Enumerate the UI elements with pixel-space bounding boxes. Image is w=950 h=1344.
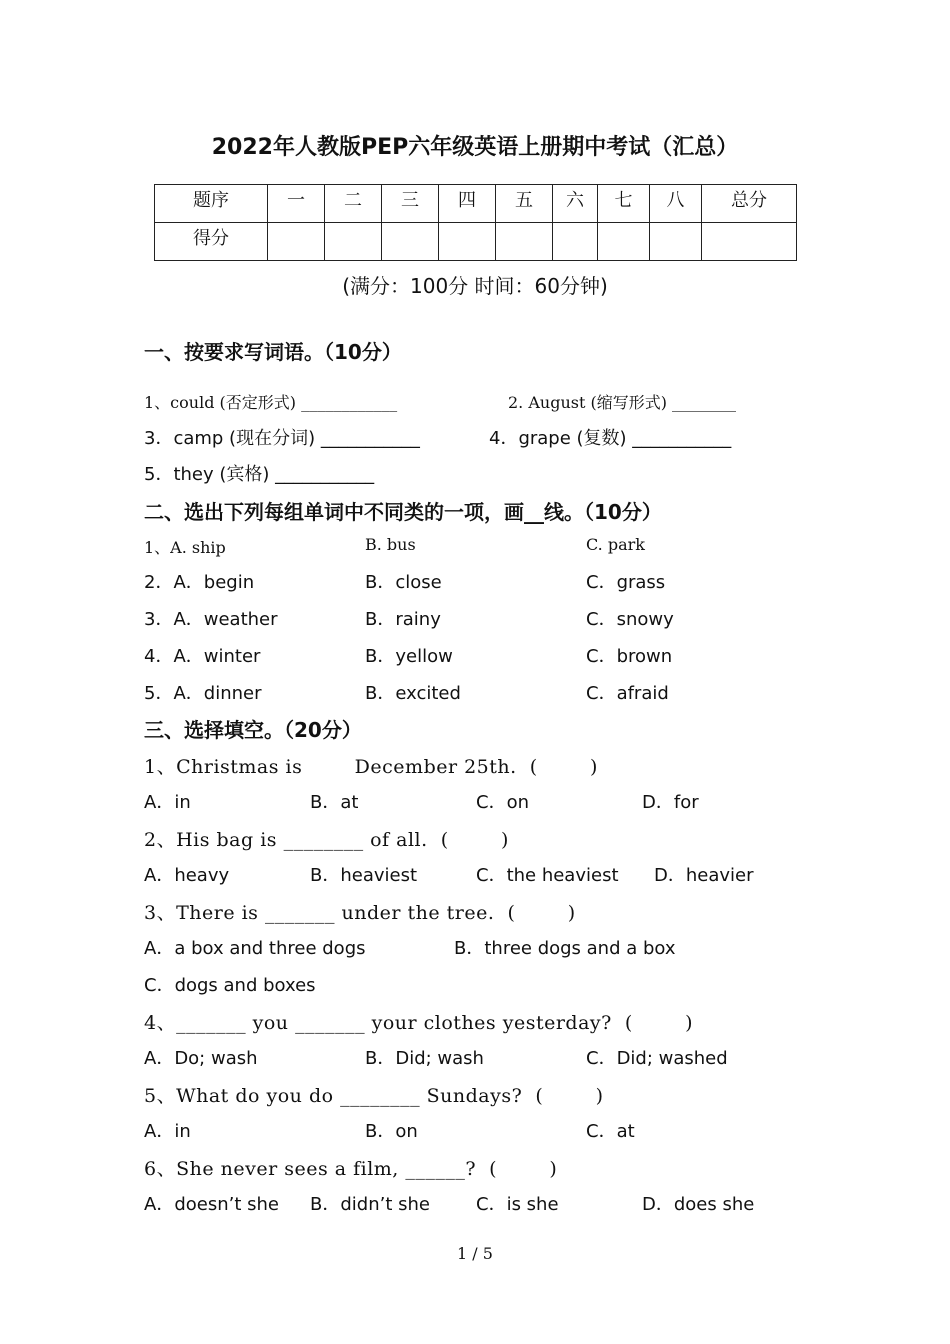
s3-q3-option-c[interactable]: C．dogs and boxes (144, 975, 316, 996)
s2-row5-c: C．afraid (586, 683, 669, 704)
s3-q2-option-d[interactable]: D．heavier (654, 865, 754, 886)
score-header-cell: 总分 (702, 185, 797, 223)
score-cell[interactable] (268, 223, 325, 261)
score-row-label: 得分 (155, 223, 268, 261)
s1-question-4: 4．grape (复数) ___________ (489, 428, 732, 449)
s2-row4-b: B．yellow (365, 646, 453, 667)
score-table-score-row (155, 223, 797, 261)
s1-question-1: 1、could (否定形式) ____________ (144, 393, 398, 412)
s2-row2-b: B．close (365, 572, 442, 593)
s2-row5-b: B．excited (365, 683, 461, 704)
s3-q3-option-a[interactable]: A．a box and three dogs (144, 938, 366, 959)
s2-row3-c: C．snowy (586, 609, 674, 630)
s1-question-2: 2. August (缩写形式) ________ (508, 393, 737, 412)
score-table (154, 184, 797, 261)
section2-heading: 二、选出下列每组单词中不同类的一项，画__线。（10分） (144, 500, 662, 524)
s3-q4-option-b[interactable]: B．Did; wash (365, 1048, 484, 1069)
s3-question-4: 4、_______ you _______ your clothes yesterday? ( ) (144, 1012, 694, 1034)
s3-q2-option-b[interactable]: B．heaviest (310, 865, 418, 886)
page-number: 1 / 5 (457, 1244, 493, 1263)
score-cell[interactable] (439, 223, 496, 261)
score-cell[interactable] (650, 223, 702, 261)
s2-row1-a: 1、A. ship (144, 538, 226, 557)
score-header-cell: 题序 (155, 185, 268, 223)
score-cell[interactable] (325, 223, 382, 261)
page-title: 2022年人教版PEP六年级英语上册期中考试（汇总） (211, 135, 739, 160)
s3-q1-option-c[interactable]: C．on (476, 792, 529, 813)
score-cell[interactable] (598, 223, 650, 261)
s3-q5-option-a[interactable]: A．in (144, 1121, 191, 1142)
s3-q3-option-b[interactable]: B．three dogs and a box (454, 938, 676, 959)
score-header-cell: 二 (325, 185, 382, 223)
s2-row1-b: B. bus (365, 535, 416, 554)
section3-heading: 三、选择填空。（20分） (144, 718, 362, 742)
s3-question-3: 3、There is _______ under the tree. ( ) (144, 902, 576, 924)
section1-heading: 一、按要求写词语。（10分） (144, 340, 402, 364)
s2-row5-a: 5．A．dinner (144, 683, 262, 704)
score-header-cell: 三 (382, 185, 439, 223)
s1-question-5: 5．they (宾格) ___________ (144, 464, 375, 485)
score-cell[interactable] (382, 223, 439, 261)
s3-question-1: 1、Christmas is December 25th. ( ) (144, 756, 598, 778)
s2-row4-c: C．brown (586, 646, 673, 667)
s3-q5-option-c[interactable]: C．at (586, 1121, 635, 1142)
s3-question-6: 6、She never sees a film, ______? ( ) (144, 1158, 558, 1180)
s3-q6-option-b[interactable]: B．didn’t she (310, 1194, 430, 1215)
score-cell[interactable] (702, 223, 797, 261)
s3-question-2: 2、His bag is ________ of all. ( ) (144, 829, 509, 851)
s3-q6-option-c[interactable]: C．is she (476, 1194, 559, 1215)
s2-row3-a: 3．A．weather (144, 609, 278, 630)
score-header-cell: 五 (496, 185, 553, 223)
score-header-cell: 八 (650, 185, 702, 223)
s3-q4-option-a[interactable]: A．Do; wash (144, 1048, 258, 1069)
s2-row3-b: B．rainy (365, 609, 441, 630)
s2-row2-a: 2．A．begin (144, 572, 255, 593)
s2-row1-c: C. park (586, 535, 645, 554)
full-score-note: (满分：100分 时间：60分钟) (342, 274, 608, 298)
score-header-cell: 四 (439, 185, 496, 223)
score-cell[interactable] (496, 223, 553, 261)
score-table-header-row (155, 185, 797, 223)
s3-q5-option-b[interactable]: B．on (365, 1121, 418, 1142)
score-header-cell: 六 (553, 185, 598, 223)
s3-q2-option-a[interactable]: A．heavy (144, 865, 230, 886)
s3-question-5: 5、What do you do ________ Sundays? ( ) (144, 1085, 604, 1107)
score-header-cell: 七 (598, 185, 650, 223)
score-cell[interactable] (553, 223, 598, 261)
score-header-cell: 一 (268, 185, 325, 223)
s1-question-3: 3．camp (现在分词) ___________ (144, 428, 420, 449)
s2-row2-c: C．grass (586, 572, 666, 593)
s3-q1-option-a[interactable]: A．in (144, 792, 191, 813)
s3-q6-option-a[interactable]: A．doesn’t she (144, 1194, 279, 1215)
s2-row4-a: 4．A．winter (144, 646, 261, 667)
s3-q1-option-b[interactable]: B．at (310, 792, 359, 813)
s3-q6-option-d[interactable]: D．does she (642, 1194, 755, 1215)
s3-q4-option-c[interactable]: C．Did; washed (586, 1048, 728, 1069)
s3-q1-option-d[interactable]: D．for (642, 792, 699, 813)
s3-q2-option-c[interactable]: C．the heaviest (476, 865, 619, 886)
